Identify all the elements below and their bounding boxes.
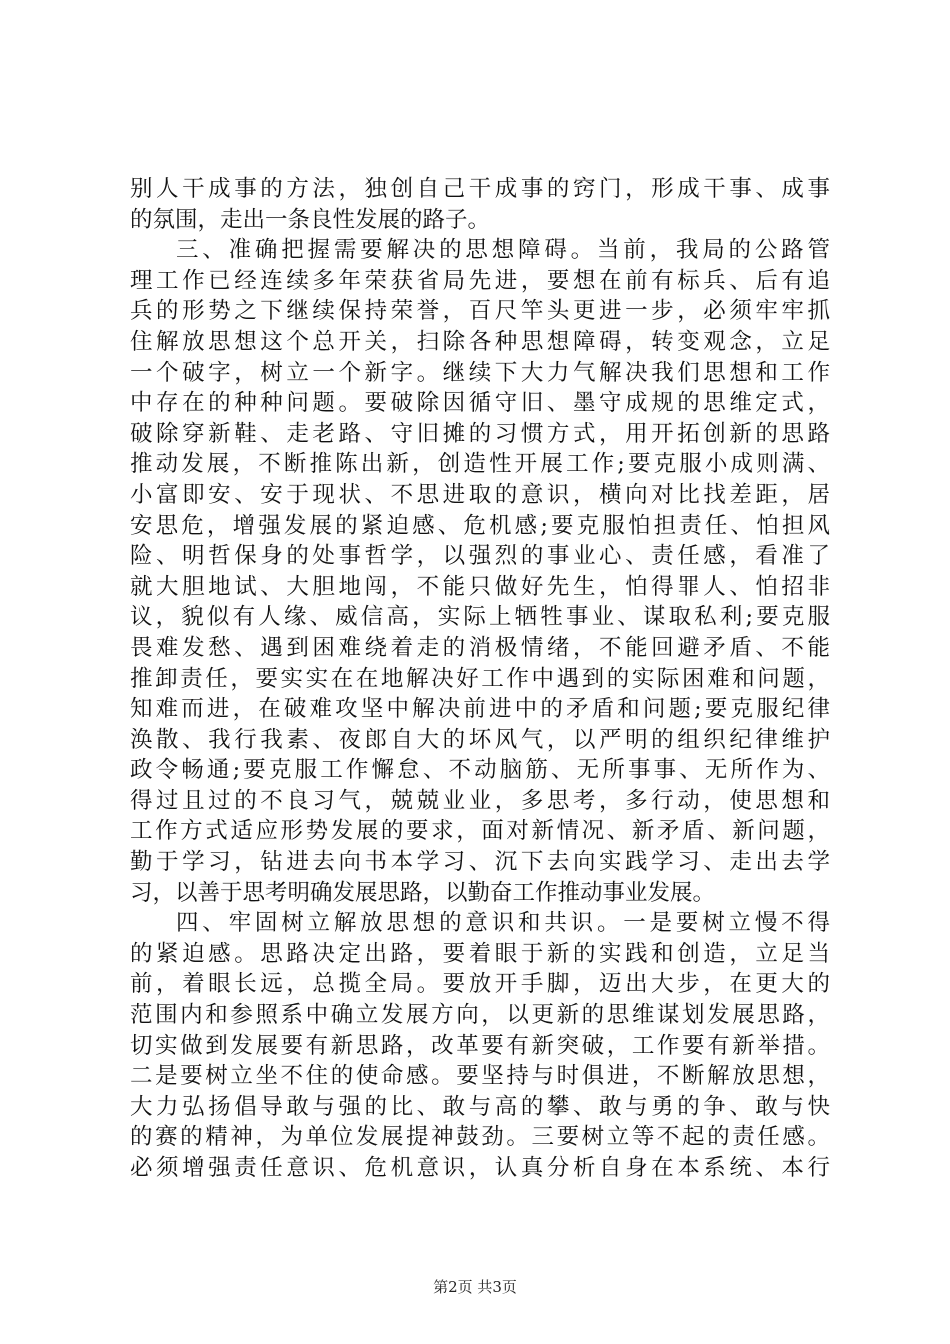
text-line: 涣散、我行我素、夜郎自大的坏风气，以严明的组织纪律维护 — [130, 726, 830, 753]
text-line: 议，貌似有人缘、威信高，实际上牺牲事业、谋取私利;要克服 — [130, 604, 830, 631]
text-line: 兵的形势之下继续保持荣誉，百尺竿头更进一步，必须牢牢抓 — [130, 298, 830, 325]
text-line: 知难而进，在破难攻坚中解决前进中的矛盾和问题;要克服纪律 — [130, 696, 830, 723]
text-line: 工作方式适应形势发展的要求，面对新情况、新矛盾、新问题， — [130, 818, 830, 845]
text-line: 推动发展，不断推陈出新，创造性开展工作;要克服小成则满、 — [130, 451, 830, 478]
text-line: 大力弘扬倡导敢与强的比、敢与高的攀、敢与勇的争、敢与快 — [130, 1093, 830, 1120]
text-line: 前，着眼长远，总揽全局。要放开手脚，迈出大步，在更大的 — [130, 971, 830, 998]
text-line: 小富即安、安于现状、不思进取的意识，横向对比找差距，居 — [130, 481, 830, 508]
text-line: 得过且过的不良习气，兢兢业业，多思考，多行动，使思想和 — [130, 787, 830, 814]
text-line: 一个破字，树立一个新字。继续下大力气解决我们思想和工作 — [130, 359, 830, 386]
text-line: 推卸责任，要实实在在地解决好工作中遇到的实际困难和问题， — [130, 665, 830, 692]
document-body — [130, 174, 830, 1184]
text-line: 的氛围，走出一条良性发展的路子。 — [130, 206, 491, 233]
text-line: 别人干成事的方法，独创自己干成事的窍门，形成干事、成事 — [130, 176, 830, 202]
text-line: 必须增强责任意识、危机意识，认真分析自身在本系统、本行 — [130, 1155, 830, 1181]
text-line: 二是要树立坐不住的使命感。要坚持与时俱进，不断解放思想， — [130, 1063, 830, 1090]
text-line: 范围内和参照系中确立发展方向，以更新的思维谋划发展思路， — [130, 1002, 830, 1029]
text-line: 破除穿新鞋、走老路、守旧摊的习惯方式，用开拓创新的思路 — [130, 420, 830, 447]
text-line: 切实做到发展要有新思路，改革要有新突破，工作要有新举措。 — [130, 1032, 830, 1059]
text-line: 勤于学习，钻进去向书本学习、沉下去向实践学习、走出去学 — [130, 849, 830, 876]
text-line: 的紧迫感。思路决定出路，要着眼于新的实践和创造，立足当 — [130, 940, 830, 967]
text-line: 畏难发愁、遇到困难绕着走的消极情绪，不能回避矛盾、不能 — [130, 634, 830, 661]
text-line: 中存在的种种问题。要破除因循守旧、墨守成规的思维定式， — [130, 390, 830, 417]
text-line: 的赛的精神，为单位发展提神鼓劲。三要树立等不起的责任感。 — [130, 1124, 830, 1151]
text-line: 住解放思想这个总开关，扫除各种思想障碍，转变观念，立足 — [130, 328, 830, 355]
text-line: 三、准确把握需要解决的思想障碍。当前，我局的公路管 — [176, 237, 830, 264]
text-line: 四、牢固树立解放思想的意识和共识。一是要树立慢不得 — [176, 910, 830, 937]
page-footer: 第2页 共3页 — [433, 1278, 517, 1296]
text-line: 政令畅通;要克服工作懈怠、不动脑筋、无所事事、无所作为、 — [130, 757, 830, 784]
text-line: 理工作已经连续多年荣获省局先进，要想在前有标兵、后有追 — [130, 267, 830, 294]
text-line: 习，以善于思考明确发展思路，以勤奋工作推动事业发展。 — [130, 879, 716, 906]
text-line: 险、明哲保身的处事哲学，以强烈的事业心、责任感，看准了 — [130, 543, 830, 570]
text-line: 安思危，增强发展的紧迫感、危机感;要克服怕担责任、怕担风 — [130, 512, 830, 539]
text-line: 就大胆地试、大胆地闯，不能只做好先生，怕得罪人、怕招非 — [130, 573, 830, 600]
